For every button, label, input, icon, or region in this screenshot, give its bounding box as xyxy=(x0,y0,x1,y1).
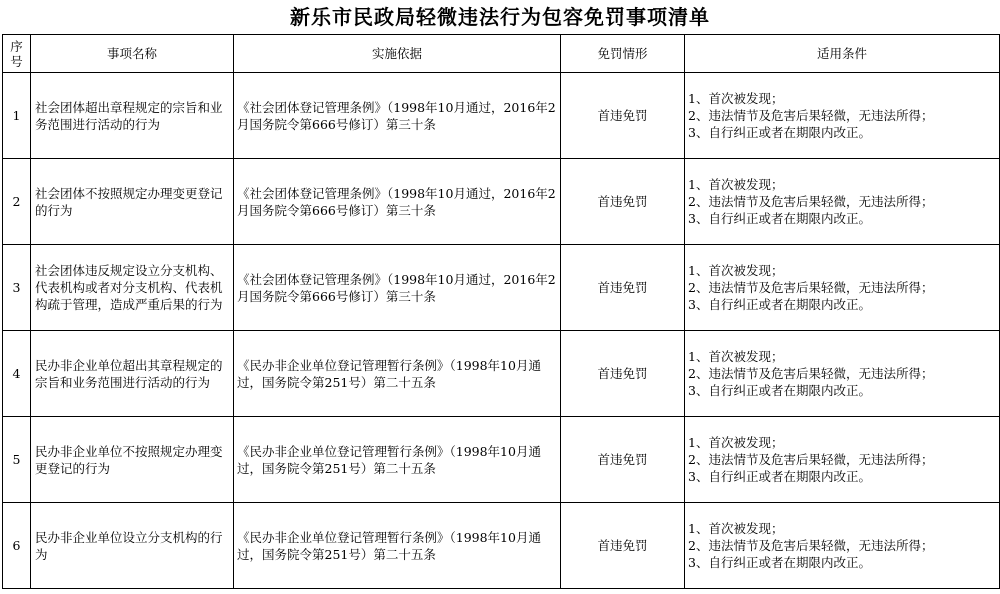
row-number: 6 xyxy=(3,503,31,589)
condition-line: 1、首次被发现； xyxy=(688,263,784,278)
header-name: 事项名称 xyxy=(31,35,234,73)
document-title: 新乐市民政局轻微违法行为包容免罚事项清单 xyxy=(290,5,710,29)
row-number: 4 xyxy=(3,331,31,417)
applicable-conditions xyxy=(685,503,1000,589)
condition-line: 2、违法情节及危害后果轻微，无违法所得； xyxy=(688,280,934,295)
item-name: 民办非企业单位超出其章程规定的宗旨和业务范围进行活动的行为 xyxy=(31,331,234,417)
header-basis: 实施依据 xyxy=(234,35,561,73)
table-row xyxy=(3,503,1000,589)
row-number: 3 xyxy=(3,245,31,331)
condition-line: 1、首次被发现； xyxy=(688,91,784,106)
row-number: 2 xyxy=(3,159,31,245)
header-row xyxy=(3,35,1000,73)
item-name: 民办非企业单位设立分支机构的行为 xyxy=(31,503,234,589)
exemption-situation: 首违免罚 xyxy=(561,331,685,417)
table-row xyxy=(3,417,1000,503)
row-number: 5 xyxy=(3,417,31,503)
legal-basis: 《民办非企业单位登记管理暂行条例》（1998年10月通过，国务院令第251号）第二十五条 xyxy=(234,503,561,589)
exemption-situation: 首违免罚 xyxy=(561,503,685,589)
item-name: 民办非企业单位不按照规定办理变更登记的行为 xyxy=(31,417,234,503)
condition-line: 1、首次被发现； xyxy=(688,177,784,192)
condition-line: 2、违法情节及危害后果轻微，无违法所得； xyxy=(688,538,934,553)
table-row xyxy=(3,331,1000,417)
header-no: 序 号 xyxy=(3,35,31,73)
penalty-exemption-table xyxy=(2,34,1000,589)
condition-line: 2、违法情节及危害后果轻微，无违法所得； xyxy=(688,452,934,467)
table-row xyxy=(3,159,1000,245)
condition-line: 3、自行纠正或者在期限内改正。 xyxy=(688,211,871,226)
condition-line: 3、自行纠正或者在期限内改正。 xyxy=(688,469,871,484)
applicable-conditions xyxy=(685,245,1000,331)
header-conditions: 适用条件 xyxy=(685,35,1000,73)
condition-line: 1、首次被发现； xyxy=(688,349,784,364)
table-row xyxy=(3,245,1000,331)
condition-line: 3、自行纠正或者在期限内改正。 xyxy=(688,125,871,140)
condition-line: 3、自行纠正或者在期限内改正。 xyxy=(688,297,871,312)
condition-line: 1、首次被发现； xyxy=(688,435,784,450)
exemption-situation: 首违免罚 xyxy=(561,159,685,245)
condition-line: 2、违法情节及危害后果轻微，无违法所得； xyxy=(688,108,934,123)
applicable-conditions xyxy=(685,331,1000,417)
condition-line: 2、违法情节及危害后果轻微，无违法所得； xyxy=(688,366,934,381)
legal-basis: 《民办非企业单位登记管理暂行条例》（1998年10月通过，国务院令第251号）第二十五条 xyxy=(234,331,561,417)
exemption-situation: 首违免罚 xyxy=(561,245,685,331)
item-name: 社会团体违反规定设立分支机构、代表机构或者对分支机构、代表机构疏于管理，造成严重后果的行为 xyxy=(31,245,234,331)
table-row xyxy=(3,73,1000,159)
item-name: 社会团体不按照规定办理变更登记的行为 xyxy=(31,159,234,245)
legal-basis: 《社会团体登记管理条例》（1998年10月通过，2016年2月国务院令第666号修订）第三十条 xyxy=(234,245,561,331)
applicable-conditions xyxy=(685,73,1000,159)
legal-basis: 《社会团体登记管理条例》（1998年10月通过，2016年2月国务院令第666号修订）第三十条 xyxy=(234,73,561,159)
condition-line: 1、首次被发现； xyxy=(688,521,784,536)
condition-line: 2、违法情节及危害后果轻微，无违法所得； xyxy=(688,194,934,209)
exemption-situation: 首违免罚 xyxy=(561,73,685,159)
applicable-conditions xyxy=(685,417,1000,503)
applicable-conditions xyxy=(685,159,1000,245)
condition-line: 3、自行纠正或者在期限内改正。 xyxy=(688,555,871,570)
header-situation: 免罚情形 xyxy=(561,35,685,73)
legal-basis: 《民办非企业单位登记管理暂行条例》（1998年10月通过，国务院令第251号）第二十五条 xyxy=(234,417,561,503)
item-name: 社会团体超出章程规定的宗旨和业务范围进行活动的行为 xyxy=(31,73,234,159)
legal-basis: 《社会团体登记管理条例》（1998年10月通过，2016年2月国务院令第666号修订）第三十条 xyxy=(234,159,561,245)
exemption-situation: 首违免罚 xyxy=(561,417,685,503)
row-number: 1 xyxy=(3,73,31,159)
condition-line: 3、自行纠正或者在期限内改正。 xyxy=(688,383,871,398)
